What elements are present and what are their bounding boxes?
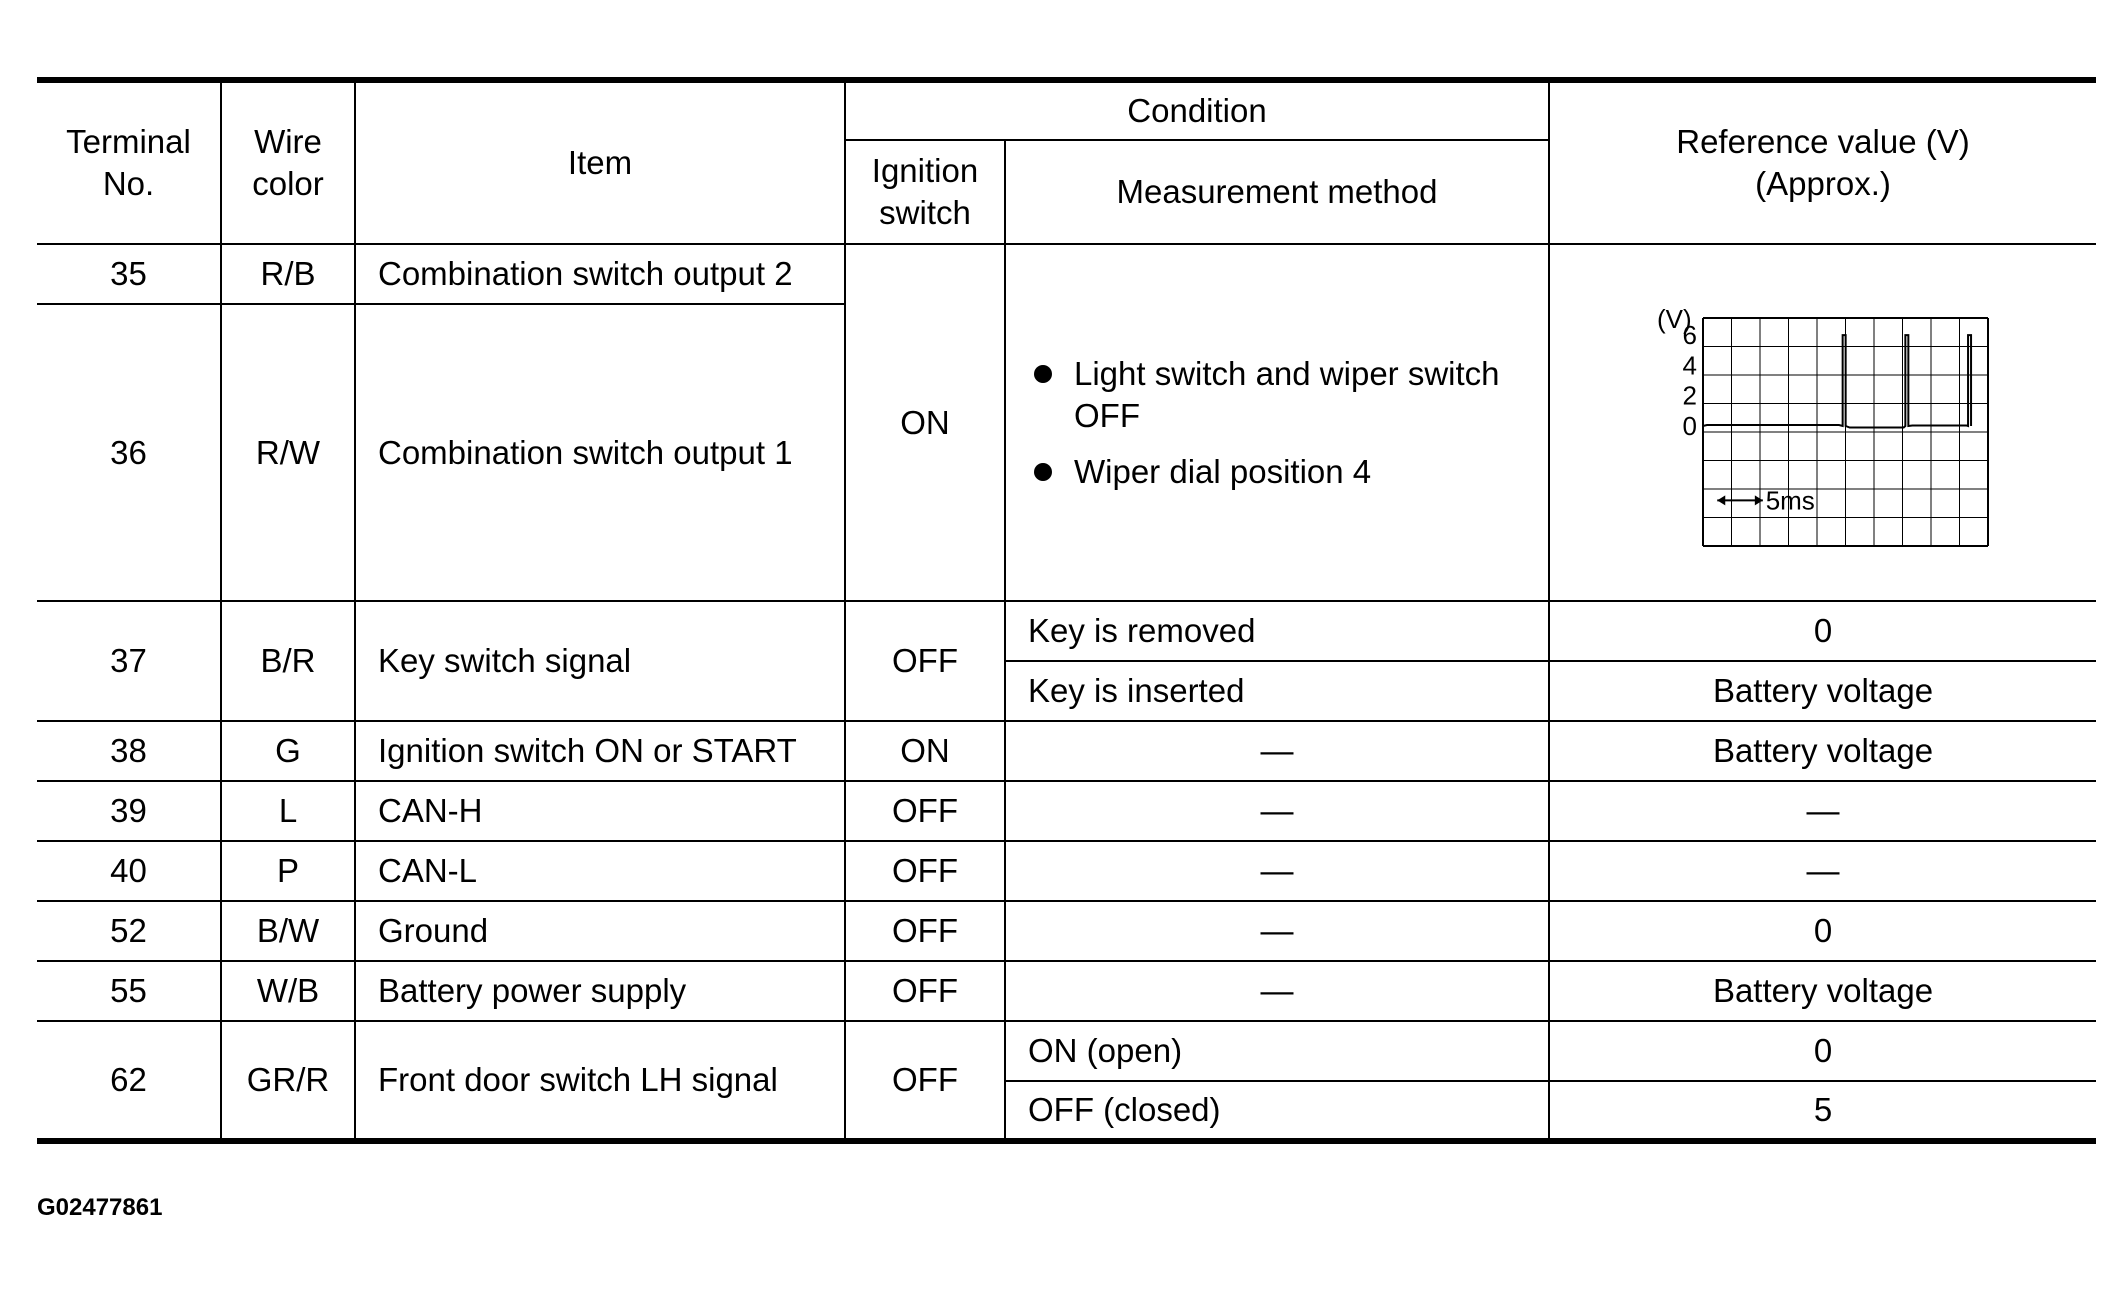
bullet-icon	[1034, 365, 1052, 383]
wire-color: B/R	[221, 601, 355, 721]
table-row	[37, 901, 2096, 961]
ignition-switch-state: OFF	[845, 961, 1005, 1021]
table-row	[37, 721, 2096, 781]
bullet-text: Light switch and wiper switch OFF	[1074, 354, 1500, 434]
terminal-no: 38	[37, 721, 221, 781]
wire-color: GR/R	[221, 1021, 355, 1141]
bullet-item	[1028, 353, 1536, 437]
item-name: Key switch signal	[355, 601, 845, 721]
wire-color: W/B	[221, 961, 355, 1021]
item-name: Combination switch output 1	[355, 304, 845, 601]
table-row	[37, 841, 2096, 901]
item-name: Ignition switch ON or START	[355, 721, 845, 781]
terminal-no: 35	[37, 244, 221, 304]
bullet-text: Wiper dial position 4	[1074, 452, 1372, 490]
y-axis-unit: (V)	[1657, 303, 1692, 334]
terminal-reference-table	[37, 77, 2096, 1144]
table-row	[37, 781, 2096, 841]
table-row	[37, 601, 2096, 661]
reference-value: 0	[1549, 601, 2096, 661]
measurement-method: —	[1005, 721, 1549, 781]
ignition-switch-state: OFF	[845, 601, 1005, 721]
terminal-no: 39	[37, 781, 221, 841]
wire-color: R/B	[221, 244, 355, 304]
ignition-switch-state: OFF	[845, 841, 1005, 901]
bullet-item	[1028, 451, 1536, 493]
terminal-no: 36	[37, 304, 221, 601]
reference-value: —	[1549, 841, 2096, 901]
time-scale-label: 5ms	[1765, 484, 1815, 515]
measurement-method: OFF (closed)	[1005, 1081, 1549, 1141]
header-terminal-no: Terminal No.	[37, 80, 221, 244]
wire-color: G	[221, 721, 355, 781]
terminal-no: 52	[37, 901, 221, 961]
ignition-switch-state: OFF	[845, 901, 1005, 961]
header-wire-color: Wire color	[221, 80, 355, 244]
terminal-no: 40	[37, 841, 221, 901]
item-name: Battery power supply	[355, 961, 845, 1021]
measurement-method: —	[1005, 961, 1549, 1021]
header-measurement-method: Measurement method	[1005, 140, 1549, 244]
item-name: CAN-H	[355, 781, 845, 841]
reference-value: Battery voltage	[1549, 661, 2096, 721]
oscilloscope-waveform	[1653, 298, 1993, 548]
item-name: Combination switch output 2	[355, 244, 845, 304]
y-tick-label: 0	[1682, 410, 1697, 441]
y-tick-label: 4	[1682, 349, 1697, 380]
header-condition: Condition	[845, 80, 1549, 140]
reference-value: Battery voltage	[1549, 721, 2096, 781]
measurement-method: Key is inserted	[1005, 661, 1549, 721]
ignition-switch-state: OFF	[845, 781, 1005, 841]
reference-value: 0	[1549, 1021, 2096, 1081]
reference-value: Battery voltage	[1549, 961, 2096, 1021]
terminal-no: 37	[37, 601, 221, 721]
reference-value: 0	[1549, 901, 2096, 961]
arrowhead-icon	[1755, 495, 1763, 505]
item-name: CAN-L	[355, 841, 845, 901]
header-item: Item	[355, 80, 845, 244]
bullet-icon	[1034, 463, 1052, 481]
reference-waveform-cell	[1549, 244, 2096, 601]
reference-value: —	[1549, 781, 2096, 841]
ignition-switch-state: OFF	[845, 1021, 1005, 1141]
table-row	[37, 961, 2096, 1021]
measurement-method: Key is removed	[1005, 601, 1549, 661]
header-ignition-switch: Ignition switch	[845, 140, 1005, 244]
reference-value: 5	[1549, 1081, 2096, 1141]
header-reference-value: Reference value (V) (Approx.)	[1549, 80, 2096, 244]
y-tick-label: 2	[1682, 380, 1697, 411]
wire-color: R/W	[221, 304, 355, 601]
document-id: G02477861	[37, 1194, 163, 1221]
ignition-switch-state: ON	[845, 244, 1005, 601]
wire-color: L	[221, 781, 355, 841]
measurement-method: —	[1005, 781, 1549, 841]
y-tick-label: 6	[1682, 319, 1697, 350]
item-name: Ground	[355, 901, 845, 961]
measurement-method: ON (open)	[1005, 1021, 1549, 1081]
measurement-bullets	[1018, 353, 1536, 493]
table-row	[37, 1021, 2096, 1081]
measurement-method: —	[1005, 841, 1549, 901]
wire-color: B/W	[221, 901, 355, 961]
item-name: Front door switch LH signal	[355, 1021, 845, 1141]
terminal-no: 55	[37, 961, 221, 1021]
table-row	[37, 244, 2096, 304]
measurement-method: —	[1005, 901, 1549, 961]
wire-color: P	[221, 841, 355, 901]
measurement-method	[1005, 244, 1549, 601]
ignition-switch-state: ON	[845, 721, 1005, 781]
terminal-no: 62	[37, 1021, 221, 1141]
arrowhead-icon	[1717, 495, 1725, 505]
